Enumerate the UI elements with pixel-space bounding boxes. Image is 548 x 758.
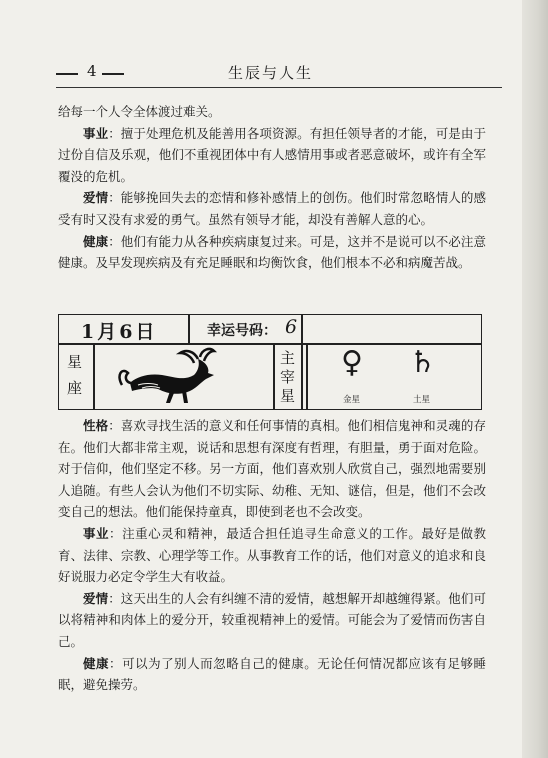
health-label-2: 健康 bbox=[83, 655, 110, 671]
box-divider-zodiac-label bbox=[93, 343, 95, 409]
health-label: 健康 bbox=[83, 233, 109, 249]
continued-line: 给每一个人令全体渡过难关。 bbox=[58, 104, 221, 119]
career-text: ：擅于处理危机及能善用各项资源。有担任领导者的才能，可是由于过份自信及乐观，他们不重视团体中有人感情用事或者恶意破坏，或许有全军覆没的危机。 bbox=[58, 125, 486, 184]
book-title: 生辰与人生 bbox=[228, 64, 314, 82]
bottom-section bbox=[58, 415, 486, 696]
ruler-label-1: 主 bbox=[280, 349, 296, 367]
birth-date: 1月6日 bbox=[81, 321, 158, 343]
love-label-2: 爱情 bbox=[83, 590, 109, 606]
career-label-2: 事业 bbox=[83, 525, 110, 541]
career-label: 事业 bbox=[83, 125, 109, 141]
ruler-label-2: 宰 bbox=[280, 368, 296, 386]
zodiac-label-1: 星 bbox=[67, 353, 83, 371]
saturn-icon: ♄ bbox=[409, 345, 436, 380]
venus-icon: ♀ bbox=[341, 345, 363, 380]
lucky-number-label: 幸运号码： bbox=[207, 323, 277, 339]
health-paragraph bbox=[58, 231, 486, 274]
page-spine-shadow bbox=[522, 0, 548, 758]
box-divider-ruler-left bbox=[273, 343, 275, 409]
birthday-info-box bbox=[58, 314, 482, 410]
top-section bbox=[58, 101, 486, 274]
health-text-2: ：可以为了别人而忽略自己的健康。无论任何情况都应该有足够睡眠，避免操劳。 bbox=[58, 655, 486, 693]
box-divider-middle bbox=[301, 315, 303, 409]
personality-text: ：喜欢寻找生活的意义和任何事情的真相。他们相信鬼神和灵魂的存在。他们大都非常主观，说话和思想有深度有哲理，有胆量，勇于面对危险。对于信仰，他们坚定不移。另一方面，他们喜欢别人欣赏自己，强烈地需要别人追随。有些人会认为他们不切实际、幼稚、无知、谜信，但是，他们不会改变自己的想法。他们能保持童真，即使到老也不会改变。 bbox=[58, 418, 486, 520]
career-text-2: ：注重心灵和精神，最适合担任追寻生命意义的工作。最好是做教育、法律、宗教、心理学等工作。从事教育工作的话，他们对意义的追求和良好说服力必定令学生大有收益。 bbox=[58, 525, 486, 585]
career-paragraph-2 bbox=[58, 523, 486, 588]
personality-label: 性格 bbox=[83, 418, 109, 433]
zodiac-label-2: 座 bbox=[67, 379, 83, 397]
love-paragraph-2 bbox=[58, 588, 486, 653]
planet2-name: 土星 bbox=[413, 395, 431, 405]
header-rule bbox=[56, 87, 502, 88]
header-dash-right bbox=[102, 73, 124, 75]
capricorn-goat-fish-icon bbox=[114, 347, 224, 407]
love-text-2: ：这天出生的人会有纠缠不清的爱情，越想解开却越缠得紧。他们可以将精神和肉体上的爱分开，较重视精神上的爱情。可能会为了爱情而伤害自己。 bbox=[58, 590, 486, 649]
box-divider-date bbox=[188, 315, 190, 343]
ruler-label-3: 星 bbox=[280, 387, 296, 405]
personality-paragraph bbox=[58, 415, 486, 523]
page-header bbox=[56, 62, 502, 84]
career-paragraph bbox=[58, 123, 486, 188]
planet1-name: 金星 bbox=[343, 395, 361, 405]
header-dash-left bbox=[56, 73, 78, 75]
health-text: ：他们有能力从各种疾病康复过来。可是，这并不是说可以不必注意健康。及早发现疾病及有充足睡眠和均衡饮食，他们根本不必和病魔苦战。 bbox=[58, 233, 486, 271]
love-text: ：能够挽回失去的恋情和修补感情上的创伤。他们时常忽略情人的感受有时又没有求爱的勇气。虽然有领导才能，却没有善解人意的心。 bbox=[58, 190, 486, 227]
box-divider-ruler-right bbox=[306, 343, 308, 409]
page-number: 4 bbox=[87, 62, 97, 80]
love-label: 爱情 bbox=[83, 190, 109, 206]
health-paragraph-2 bbox=[58, 653, 486, 696]
love-paragraph bbox=[58, 187, 486, 230]
lucky-number: 6 bbox=[285, 316, 298, 338]
